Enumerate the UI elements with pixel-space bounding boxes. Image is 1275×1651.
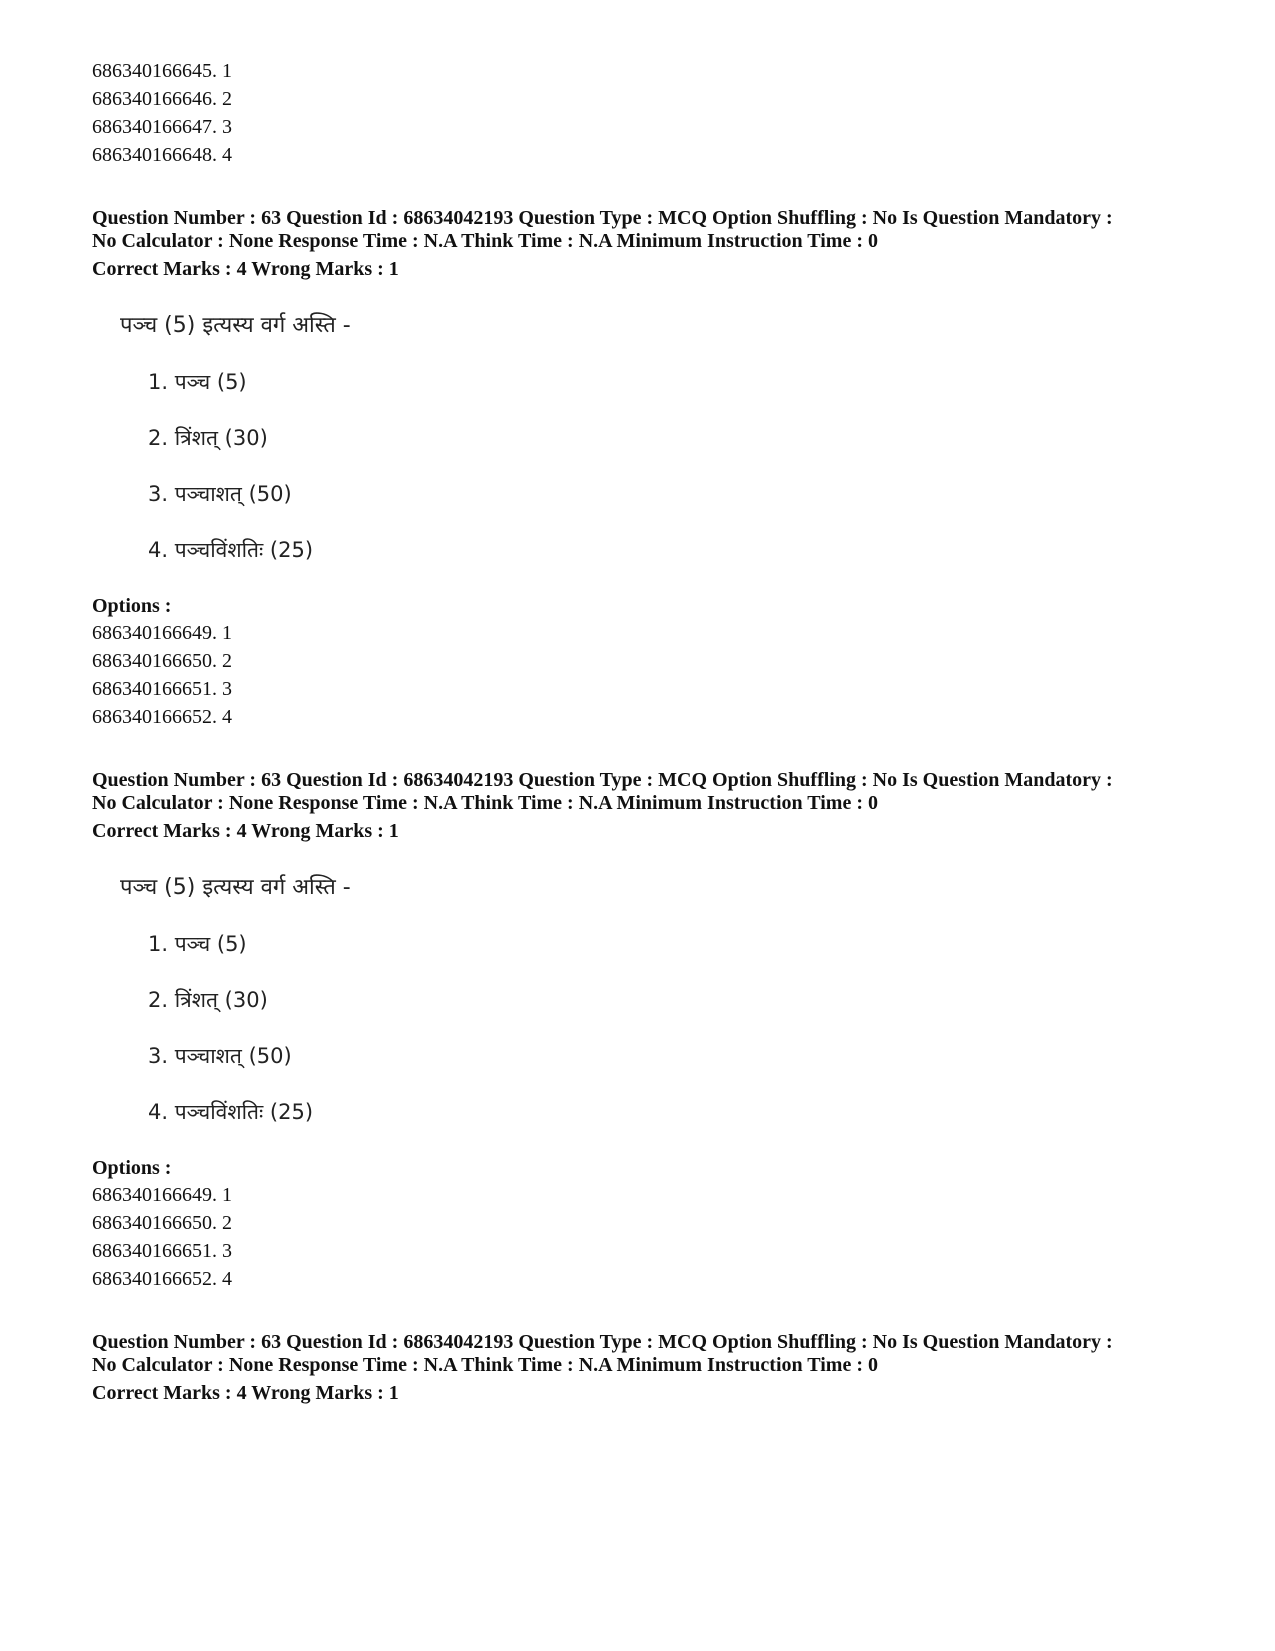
question-choice: 4. पञ्चविंशतिः (25) bbox=[148, 538, 314, 562]
question-marks: Correct Marks : 4 Wrong Marks : 1 bbox=[92, 820, 399, 842]
option-line: 686340166647. 3 bbox=[92, 116, 232, 138]
question-header: Question Number : 63 Question Id : 68634042193 Question Type : MCQ Option Shuffling : No Is Question Mandatory : bbox=[92, 769, 1113, 791]
option-line: 686340166650. 2 bbox=[92, 650, 232, 672]
question-choice: 2. त्रिंशत् (30) bbox=[148, 988, 268, 1012]
option-line: 686340166651. 3 bbox=[92, 1240, 232, 1262]
question-choice: 1. पञ्च (5) bbox=[148, 370, 247, 394]
option-line: 686340166648. 4 bbox=[92, 144, 232, 166]
question-header: Question Number : 63 Question Id : 68634042193 Question Type : MCQ Option Shuffling : No Is Question Mandatory : bbox=[92, 207, 1113, 229]
question-choice: 4. पञ्चविंशतिः (25) bbox=[148, 1100, 314, 1124]
option-line: 686340166651. 3 bbox=[92, 678, 232, 700]
question-header: No Calculator : None Response Time : N.A Think Time : N.A Minimum Instruction Time : 0 bbox=[92, 1354, 878, 1376]
question-text: पञ्च (5) इत्यस्य वर्ग अस्ति - bbox=[120, 875, 351, 900]
question-choice: 3. पञ्चाशत् (50) bbox=[148, 1044, 292, 1068]
question-header: No Calculator : None Response Time : N.A Think Time : N.A Minimum Instruction Time : 0 bbox=[92, 792, 878, 814]
options-label: Options : bbox=[92, 1157, 172, 1179]
option-line: 686340166649. 1 bbox=[92, 622, 232, 644]
question-marks: Correct Marks : 4 Wrong Marks : 1 bbox=[92, 258, 399, 280]
options-label: Options : bbox=[92, 595, 172, 617]
question-header: No Calculator : None Response Time : N.A Think Time : N.A Minimum Instruction Time : 0 bbox=[92, 230, 878, 252]
question-text: पञ्च (5) इत्यस्य वर्ग अस्ति - bbox=[120, 313, 351, 338]
option-line: 686340166646. 2 bbox=[92, 88, 232, 110]
question-header: Question Number : 63 Question Id : 68634042193 Question Type : MCQ Option Shuffling : No Is Question Mandatory : bbox=[92, 1331, 1113, 1353]
question-choice: 3. पञ्चाशत् (50) bbox=[148, 482, 292, 506]
option-line: 686340166650. 2 bbox=[92, 1212, 232, 1234]
option-line: 686340166649. 1 bbox=[92, 1184, 232, 1206]
question-choice: 1. पञ्च (5) bbox=[148, 932, 247, 956]
option-line: 686340166645. 1 bbox=[92, 60, 232, 82]
option-line: 686340166652. 4 bbox=[92, 1268, 232, 1290]
question-marks: Correct Marks : 4 Wrong Marks : 1 bbox=[92, 1382, 399, 1404]
option-line: 686340166652. 4 bbox=[92, 706, 232, 728]
question-choice: 2. त्रिंशत् (30) bbox=[148, 426, 268, 450]
